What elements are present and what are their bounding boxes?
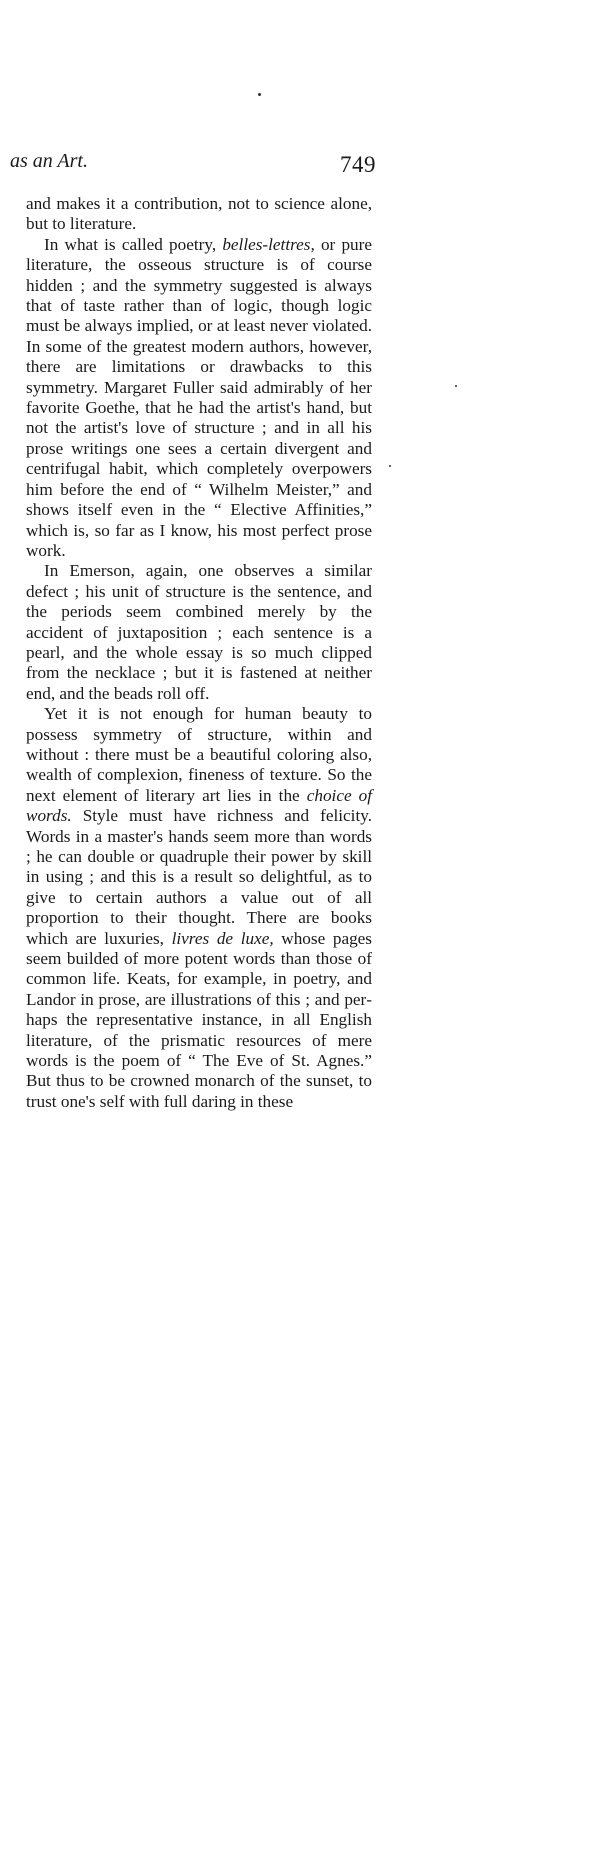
text-segment: In what is called poetry, <box>44 234 223 254</box>
italic-segment: livres de luxe, <box>171 928 274 948</box>
body-text <box>26 194 372 1112</box>
ink-speck <box>455 385 457 387</box>
running-head <box>10 150 376 184</box>
paragraph <box>26 704 372 1112</box>
text-segment: Style must have richness and felicity. Words in a master's hands seem more than words ; he can double or quadruple their power by skill in using ; and this is a result so delightful, as to give to certain authors a value out of all proportion to their thought. There are books which are luxuries, <box>26 806 372 948</box>
ink-speck <box>389 465 391 467</box>
text-segment: and makes it a contribution, not to science alone, but to literature. <box>26 194 372 234</box>
italic-segment: choice of words. <box>26 785 373 826</box>
text-segment: Yet it is not enough for human beauty to possess symmetry of structure, within and without : there must be a beautiful coloring also, wealth of complexion, fineness of texture. So the next element of literary art lies in the <box>26 704 372 805</box>
text-segment: In Emerson, again, one observes a similar defect ; his unit of structure is the sentence, and the periods seem combined merely by the accident of juxtaposition ; each sentence is a pearl, and the whole essay is so much clipped from the necklace ; but it is fastened at neither end, and the beads roll off. <box>26 561 372 703</box>
paragraph <box>26 235 372 562</box>
paragraph <box>26 194 372 235</box>
italic-segment: belles-lettres, <box>222 234 315 254</box>
page-number: 749 <box>340 152 376 177</box>
ink-speck <box>258 93 261 96</box>
text-segment: or pure literature, the osseous structure is of course hidden ; and the symmetry suggested is always that of taste rather than of logic, though logic must be always implied, or at least never violated. In some of the greatest modern authors, however, there are limitations or drawbacks to this symmetry. Margaret Fuller said admirably of her favorite Goethe, that he had the artist's hand, but not the artist's love of structure ; and in all his prose writings one sees a certain divergent and centrifugal habit, which completely overpowers him before the end of “ Wilhelm Meister,” and shows itself even in the “ Elective Affinities,” which is, so far as I know, his most perfect prose work. <box>26 234 373 560</box>
running-title: as an Art. <box>10 150 88 172</box>
paragraph <box>26 561 372 704</box>
text-segment: whose pages seem builded of more potent words than those of common life. Keats, for example, in poetry, and Landor in prose, are illustrations of this ; and perhaps the representative instance, in all English literature, of the prismatic resources of mere words is the poem of “ The Eve of St. Agnes.” But thus to be crowned monarch of the sunset, to trust one's self with full daring in these <box>26 928 372 1111</box>
